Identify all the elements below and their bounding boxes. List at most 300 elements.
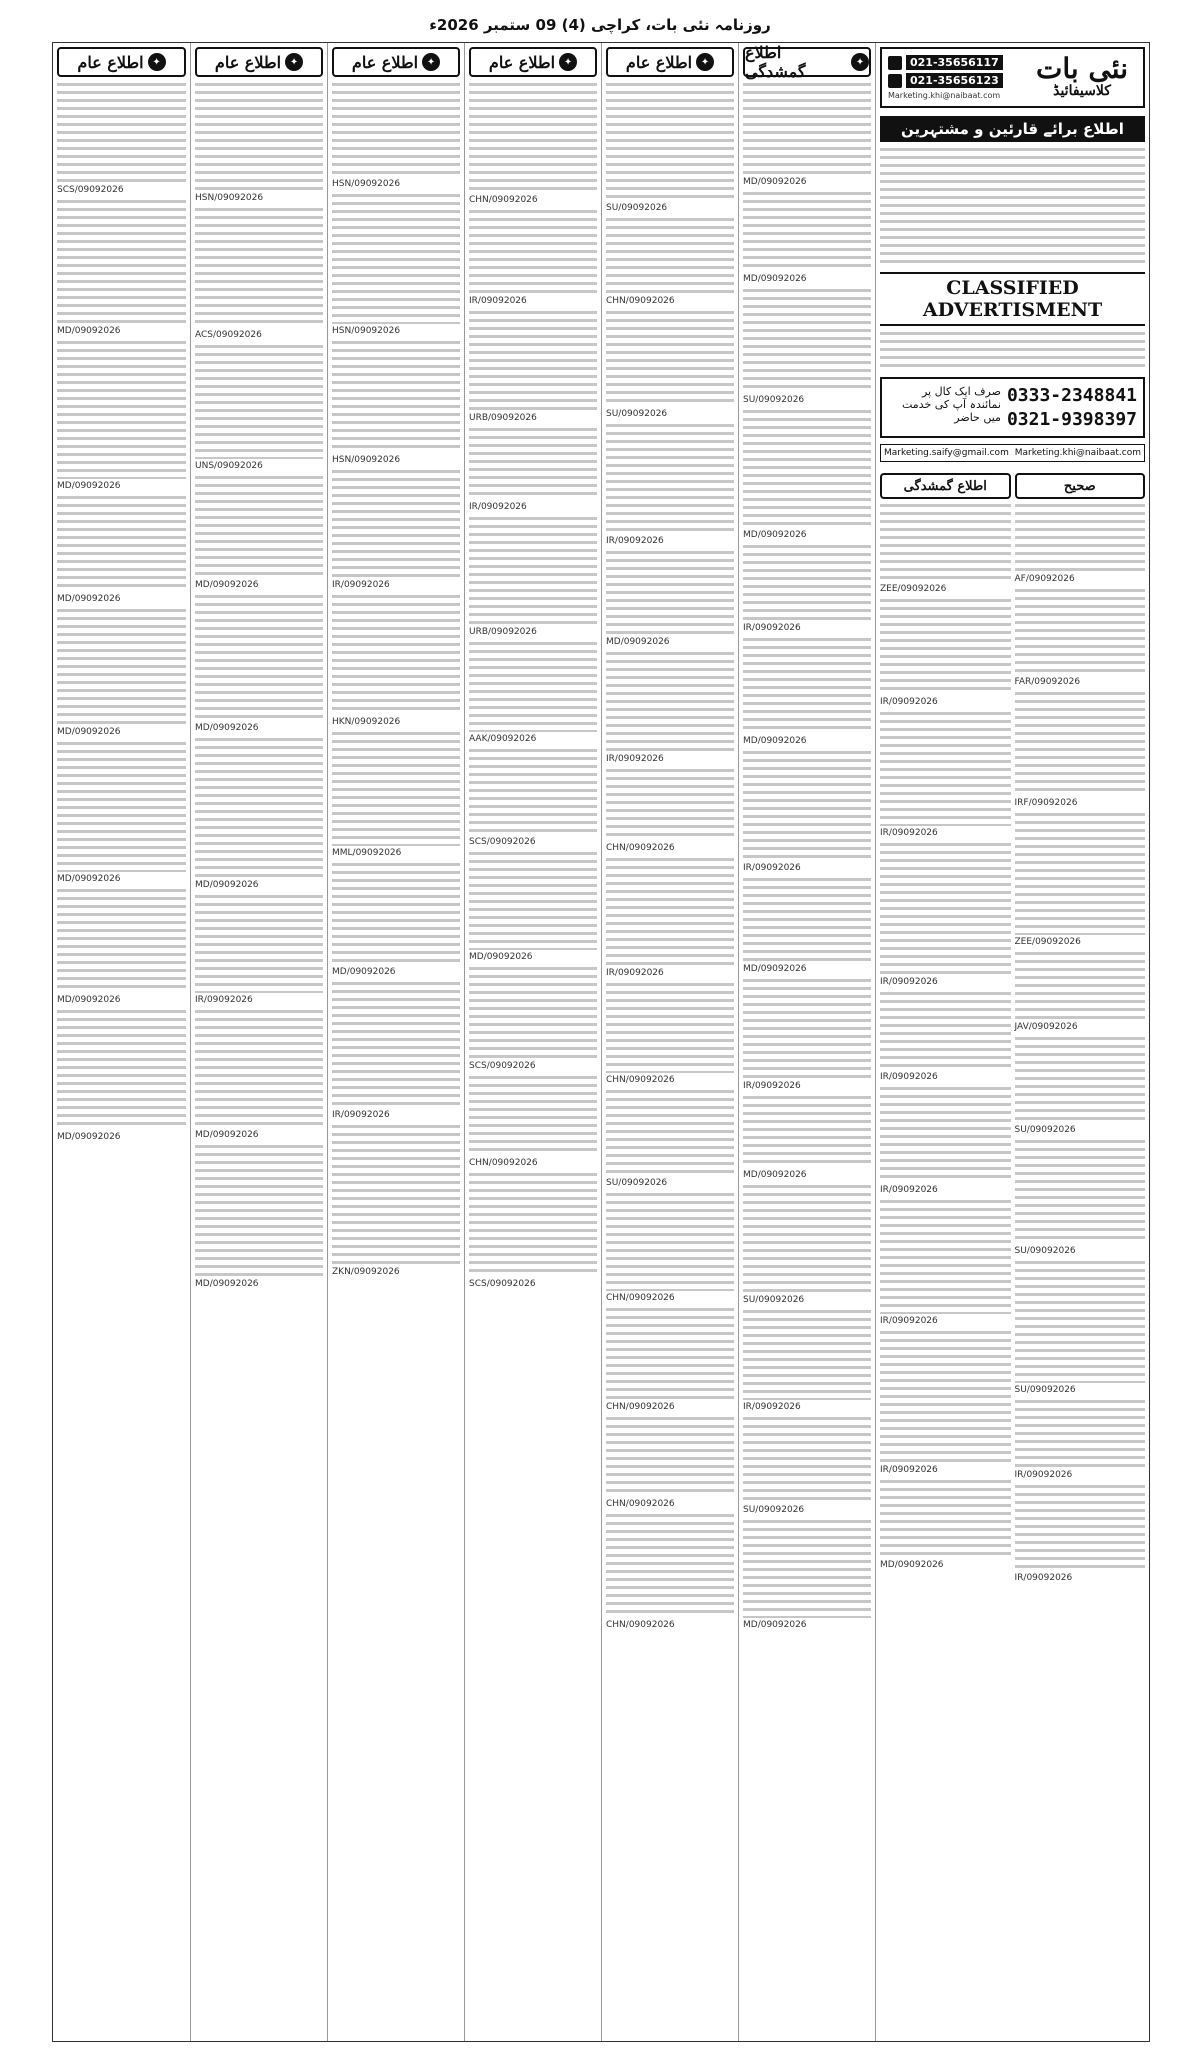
ad-text-lines [195, 345, 323, 459]
ad-text-lines [195, 476, 323, 578]
ad-text-lines [332, 83, 460, 177]
ad-ref-code: ZEE/09092026 [1014, 937, 1081, 947]
ad-text-lines [332, 194, 460, 324]
ad-ref-code: IR/09092026 [743, 1081, 801, 1091]
classified-ad [469, 1173, 597, 1289]
ad-text-lines [332, 863, 460, 965]
ad-text-lines [469, 210, 597, 294]
ad-ref-code: SU/09092026 [606, 1178, 668, 1188]
brand-subcolumns [880, 468, 1145, 1588]
ad-text-lines [195, 1010, 323, 1128]
ad-ref-code: AAK/09092026 [469, 734, 537, 744]
call-box [880, 377, 1145, 438]
email-1[interactable]: Marketing.saify@gmail.com [884, 448, 1009, 458]
header-line: روزنامہ نئی بات، کراچی (4) 09 ستمبر 2026ء [429, 16, 771, 34]
column-title: اطلاع عام [77, 52, 144, 72]
ad-ref-code: IR/09092026 [880, 977, 938, 987]
ad-ref-code: HSN/09092026 [195, 193, 264, 203]
brand-subcol-left [880, 468, 1011, 1588]
ad-text-lines [1015, 1140, 1146, 1244]
ad-text-lines [332, 982, 460, 1108]
ad-ref-code: MD/09092026 [57, 594, 121, 604]
classified-ad [195, 345, 323, 471]
ad-column-1 [738, 43, 875, 2041]
ad-text-lines [606, 652, 734, 752]
ad-ref-code: MD/09092026 [195, 723, 259, 733]
ad-text-lines [606, 1514, 734, 1618]
column-title: اطلاع گمشدگی [745, 43, 806, 81]
ad-text-lines [1015, 692, 1146, 796]
classified-ad [743, 1417, 871, 1515]
classified-ad [1015, 1261, 1146, 1395]
phone-number-2[interactable]: 021-35656123 [906, 73, 1003, 88]
column-heading [743, 43, 871, 81]
classified-ad [880, 1087, 1011, 1195]
mobile-numbers [1007, 385, 1137, 430]
ad-ref-code: SU/09092026 [743, 395, 805, 405]
ad-ref-code: IR/09092026 [880, 1072, 938, 1082]
column-heading [332, 47, 460, 77]
ad-ref-code: IR/09092026 [332, 1110, 390, 1120]
ad-text-lines [606, 1308, 734, 1400]
ad-text-lines [743, 1310, 871, 1400]
brand-subcol-right [1015, 468, 1146, 1588]
ad-text-lines [743, 289, 871, 393]
ad-text-lines [469, 749, 597, 835]
ad-ref-code: IR/09092026 [880, 1316, 938, 1326]
ad-text-lines [1015, 1485, 1146, 1571]
classified-ad [332, 341, 460, 465]
megaphone-icon: ✦ [559, 53, 577, 71]
mobile-number-2[interactable]: 0321-9398397 [1006, 409, 1137, 430]
ad-text-lines [606, 1090, 734, 1176]
phone-chip-2 [888, 73, 1021, 88]
mobile-number-1[interactable]: 0333-2348841 [1006, 385, 1137, 406]
ad-ref-code: IR/09092026 [606, 536, 664, 546]
classified-ad [880, 992, 1011, 1082]
phone-number-1[interactable]: 021-35656117 [906, 55, 1003, 70]
ad-text-lines [880, 504, 1011, 582]
ad-ref-code: IR/09092026 [606, 754, 664, 764]
column-heading [606, 47, 734, 77]
ad-ref-code: HSN/09092026 [332, 455, 401, 465]
ad-ref-code: SCS/09092026 [469, 837, 536, 847]
classified-ad [195, 895, 323, 1005]
ad-text-lines [469, 1076, 597, 1156]
classified-ad [195, 83, 323, 203]
classified-ad [743, 545, 871, 633]
classified-ad [1015, 952, 1146, 1032]
ad-ref-code: MD/09092026 [57, 727, 121, 737]
ad-column-5 [190, 43, 327, 2041]
ad-text-lines [469, 311, 597, 411]
ad-ref-code: IR/09092026 [880, 1185, 938, 1195]
classified-ad [606, 1193, 734, 1303]
ad-text-lines [743, 83, 871, 175]
megaphone-icon: ✦ [148, 53, 166, 71]
ad-text-lines [743, 1185, 871, 1293]
classified-ad [606, 218, 734, 306]
classified-ad [195, 595, 323, 733]
ad-text-lines [880, 1480, 1011, 1558]
ad-text-lines [1015, 813, 1146, 935]
ad-text-lines [743, 638, 871, 734]
classified-ad [606, 424, 734, 546]
ad-text-lines [743, 1417, 871, 1503]
phone-icon [888, 74, 902, 88]
classified-ad [195, 476, 323, 590]
ad-text-lines [195, 595, 323, 721]
ad-text-lines [332, 470, 460, 578]
ad-column-4 [327, 43, 464, 2041]
ad-text-lines [57, 889, 186, 993]
ad-text-lines [606, 983, 734, 1073]
notice-body [880, 148, 1145, 266]
ad-ref-code: IR/09092026 [880, 828, 938, 838]
ad-text-lines [195, 895, 323, 993]
classified-ad [606, 1514, 734, 1630]
ad-text-lines [57, 1010, 186, 1130]
classified-ad [880, 1331, 1011, 1475]
classified-ad [1015, 1485, 1146, 1583]
ad-text-lines [469, 83, 597, 193]
ad-text-lines [880, 712, 1011, 826]
ad-ref-code: FAR/09092026 [1014, 677, 1081, 687]
classified-ad [332, 982, 460, 1120]
ad-ref-code: SU/09092026 [743, 1505, 805, 1515]
ad-ref-code: MD/09092026 [195, 1279, 259, 1289]
ad-text-lines [469, 1173, 597, 1277]
call-text: صرف ایک کال پر نمائندہ آپ کی خدمت میں حاضر [902, 385, 1001, 424]
ad-ref-code: ACS/09092026 [195, 330, 262, 340]
classified-ad [606, 652, 734, 764]
classified-ad [743, 289, 871, 405]
classified-ad [880, 599, 1011, 707]
classified-ad [743, 192, 871, 284]
column-title: اطلاع عام [214, 52, 282, 72]
ad-ref-code: CHN/09092026 [606, 296, 675, 306]
ad-column-6 [53, 43, 190, 2041]
ad-ref-code: SU/09092026 [1014, 1246, 1076, 1256]
ad-ref-code: HSN/09092026 [332, 326, 401, 336]
ad-text-lines [195, 1145, 323, 1277]
ad-ref-code: UNS/09092026 [195, 461, 263, 471]
classified-ad [195, 1010, 323, 1140]
ad-text-lines [880, 1087, 1011, 1183]
phone-chip-1 [888, 55, 1021, 70]
ad-ref-code: SCS/09092026 [469, 1279, 536, 1289]
ad-ref-code: MD/09092026 [743, 530, 807, 540]
classified-ad [332, 83, 460, 189]
column-heading [195, 47, 323, 77]
brand-column [875, 43, 1149, 2041]
classified-ad [606, 83, 734, 213]
ad-ref-code: IR/09092026 [606, 968, 664, 978]
ad-text-lines [57, 609, 186, 725]
ad-ref-code: HSN/09092026 [332, 179, 401, 189]
ad-ref-code: MML/09092026 [332, 848, 402, 858]
classified-ad [743, 638, 871, 746]
ad-text-lines [743, 410, 871, 528]
ad-ref-code: CHN/09092026 [606, 1293, 675, 1303]
ad-ref-code: IR/09092026 [743, 863, 801, 873]
brand-box [880, 47, 1145, 108]
ad-ref-code: CHN/09092026 [606, 1499, 675, 1509]
ad-text-lines [469, 967, 597, 1059]
classified-ad [57, 200, 186, 336]
ad-ref-code: MD/09092026 [57, 874, 121, 884]
classified-ad [1015, 813, 1146, 947]
ad-ref-code: MD/09092026 [743, 736, 807, 746]
classified-ad [743, 1310, 871, 1412]
classified-ad [880, 1200, 1011, 1326]
classified-ad [1015, 589, 1146, 687]
email-2[interactable]: Marketing.khi@naibaat.com [1014, 448, 1141, 458]
ad-text-lines [195, 738, 323, 878]
classified-ad [743, 1096, 871, 1180]
ad-ref-code: ZEE/09092026 [880, 584, 947, 594]
ad-ref-code: CHN/09092026 [469, 195, 538, 205]
ad-text-lines [57, 200, 186, 324]
classified-ad [880, 712, 1011, 838]
classified-ad [743, 1185, 871, 1305]
classified-ad [469, 517, 597, 637]
ad-ref-code: SCS/09092026 [469, 1061, 536, 1071]
ad-text-lines [606, 83, 734, 201]
classified-ad [469, 210, 597, 306]
ad-text-lines [1015, 952, 1146, 1020]
classified-ad [57, 889, 186, 1005]
ad-text-lines [606, 311, 734, 407]
ad-ref-code: MD/09092026 [332, 967, 396, 977]
ad-text-lines [1015, 1037, 1146, 1123]
intro-text-lines [880, 332, 1145, 372]
subhead-sahih [1015, 473, 1146, 499]
ad-ref-code: MD/09092026 [469, 952, 533, 962]
section-title: CLASSIFIED ADVERTISMENT [880, 272, 1145, 326]
ad-ref-code: IR/09092026 [1014, 1573, 1073, 1583]
ad-ref-code: MD/09092026 [195, 880, 259, 890]
brand-contacts [888, 55, 1021, 100]
column-heading [57, 47, 186, 77]
classified-ad [332, 194, 460, 336]
classified-ad [606, 1308, 734, 1412]
ad-ref-code: MD/09092026 [743, 274, 807, 284]
classified-ad [743, 979, 871, 1091]
classified-ad [57, 341, 186, 491]
megaphone-icon: ✦ [696, 53, 714, 71]
classified-ad [469, 1076, 597, 1168]
email-row [880, 444, 1145, 462]
notice-text-lines [880, 148, 1145, 266]
classified-ad [332, 595, 460, 727]
ad-ref-code: SU/09092026 [606, 409, 668, 419]
logo-bottom: کلاسیفائیڈ [1053, 83, 1111, 99]
ad-text-lines [332, 732, 460, 846]
ad-text-lines [743, 192, 871, 272]
classified-ad [606, 311, 734, 419]
classified-ad [469, 83, 597, 205]
ad-ref-code: MD/09092026 [743, 1170, 807, 1180]
classified-ad [469, 642, 597, 744]
megaphone-icon: ✦ [422, 53, 440, 71]
column-title: اطلاع عام [488, 52, 556, 72]
ad-ref-code: SU/09092026 [743, 1295, 805, 1305]
phone-icon [888, 56, 902, 70]
ad-text-lines [606, 1193, 734, 1291]
ad-ref-code: MD/09092026 [606, 637, 670, 647]
classified-ad [880, 843, 1011, 987]
ad-ref-code: CHN/09092026 [606, 1075, 675, 1085]
ad-ref-code: MD/09092026 [195, 580, 259, 590]
ad-ref-code: SU/09092026 [1014, 1385, 1076, 1395]
ad-ref-code: CHN/09092026 [469, 1158, 538, 1168]
ad-text-lines [195, 83, 323, 191]
notice-title: اطلاع برائے قارئین و مشتہرین [880, 116, 1145, 142]
classified-ad [1015, 1140, 1146, 1256]
column-title: اطلاع عام [351, 52, 419, 72]
classified-ad [469, 428, 597, 512]
ad-ref-code: JAV/09092026 [1014, 1022, 1078, 1032]
ad-text-lines [743, 1096, 871, 1168]
ad-ref-code: MD/09092026 [57, 995, 121, 1005]
ad-ref-code: IR/09092026 [880, 697, 938, 707]
ad-text-lines [606, 218, 734, 294]
ad-ref-code: MD/09092026 [880, 1560, 944, 1570]
ad-ref-code: URB/09092026 [469, 413, 537, 423]
ad-text-lines [606, 1417, 734, 1497]
ad-text-lines [880, 992, 1011, 1070]
classified-ad [606, 983, 734, 1085]
ad-ref-code: IRF/09092026 [1014, 798, 1078, 808]
ad-ref-code: CHN/09092026 [606, 843, 675, 853]
ad-ref-code: CHN/09092026 [606, 1620, 675, 1630]
subhead-title: اطلاع گمشدگی [903, 478, 987, 494]
ad-ref-code: SCS/09092026 [57, 185, 124, 195]
classified-ad [880, 1480, 1011, 1570]
ad-text-lines [606, 551, 734, 635]
ad-text-lines [332, 595, 460, 715]
classified-ad [880, 504, 1011, 594]
ad-ref-code: HKN/09092026 [332, 717, 401, 727]
classified-ad [469, 311, 597, 423]
classified-ad [1015, 1400, 1146, 1480]
column-heading [469, 47, 597, 77]
classified-ad [57, 83, 186, 195]
classified-ad [469, 967, 597, 1071]
ad-text-lines [606, 858, 734, 966]
ad-ref-code: MD/09092026 [743, 177, 807, 187]
classified-ad [606, 1417, 734, 1509]
ad-ref-code: SU/09092026 [1014, 1125, 1076, 1135]
classified-ad [332, 1125, 460, 1277]
ad-ref-code: MD/09092026 [57, 481, 121, 491]
brand-logo [1027, 52, 1137, 100]
ad-text-lines [57, 496, 186, 592]
classified-ad [743, 751, 871, 873]
ad-text-lines [1015, 504, 1146, 572]
ad-text-lines [743, 979, 871, 1079]
ad-text-lines [332, 341, 460, 453]
classified-ad [57, 1010, 186, 1142]
ad-text-lines [606, 424, 734, 534]
classified-ad [743, 878, 871, 974]
classified-ad [57, 742, 186, 884]
ad-text-lines [880, 1331, 1011, 1463]
ad-ref-code: URB/09092026 [469, 627, 537, 637]
ad-text-lines [880, 1200, 1011, 1314]
ad-text-lines [57, 341, 186, 479]
ad-ref-code: SU/09092026 [606, 203, 668, 213]
classified-ad [195, 208, 323, 340]
ad-text-lines [880, 599, 1011, 695]
ad-ref-code: IR/09092026 [880, 1465, 938, 1475]
subhead-title: صحیح [1063, 478, 1096, 494]
ad-text-lines [57, 83, 186, 183]
ad-text-lines [469, 852, 597, 950]
classified-ad [1015, 504, 1146, 584]
ad-column-2 [601, 43, 738, 2041]
classified-ad [743, 83, 871, 187]
ad-text-lines [469, 428, 597, 500]
classified-ad [57, 609, 186, 737]
ad-text-lines [469, 642, 597, 732]
megaphone-icon: ✦ [851, 53, 869, 71]
ad-text-lines [332, 1125, 460, 1265]
ad-text-lines [1015, 589, 1146, 675]
ad-ref-code: IR/09092026 [743, 1402, 801, 1412]
ad-ref-code: CHN/09092026 [606, 1402, 675, 1412]
classified-ad [332, 732, 460, 858]
brand-email[interactable]: Marketing.khi@naibaat.com [888, 91, 1001, 100]
classified-ad [57, 496, 186, 604]
classified-ad [606, 769, 734, 853]
ad-ref-code: IR/09092026 [469, 296, 527, 306]
ad-ref-code: AF/09092026 [1014, 574, 1075, 584]
section-intro [880, 332, 1145, 372]
ad-ref-code: IR/09092026 [195, 995, 253, 1005]
ad-text-lines [57, 742, 186, 872]
classified-ad [195, 1145, 323, 1289]
ad-column-3 [464, 43, 601, 2041]
classified-ad [1015, 692, 1146, 808]
ad-ref-code: IR/09092026 [469, 502, 527, 512]
classified-ad [195, 738, 323, 890]
ad-text-lines [743, 878, 871, 962]
ad-text-lines [880, 843, 1011, 975]
classified-frame [52, 42, 1150, 2042]
ad-ref-code: MD/09092026 [743, 964, 807, 974]
ad-text-lines [195, 208, 323, 328]
ad-text-lines [1015, 1400, 1146, 1468]
classified-ad [743, 410, 871, 540]
classified-ad [606, 858, 734, 978]
ad-ref-code: MD/09092026 [57, 1132, 121, 1142]
logo-top: نئی بات [1035, 52, 1128, 85]
column-title: اطلاع عام [625, 52, 693, 72]
ad-ref-code: IR/09092026 [743, 623, 801, 633]
ad-text-lines [469, 517, 597, 625]
ad-text-lines [743, 1520, 871, 1618]
ad-ref-code: IR/09092026 [332, 580, 390, 590]
classified-ad [332, 470, 460, 590]
ad-ref-code: MD/09092026 [195, 1130, 259, 1140]
ad-ref-code: ZKN/09092026 [332, 1267, 400, 1277]
megaphone-icon: ✦ [285, 53, 303, 71]
classified-ad [606, 551, 734, 647]
classified-ad [743, 1520, 871, 1630]
classified-ad [469, 852, 597, 962]
